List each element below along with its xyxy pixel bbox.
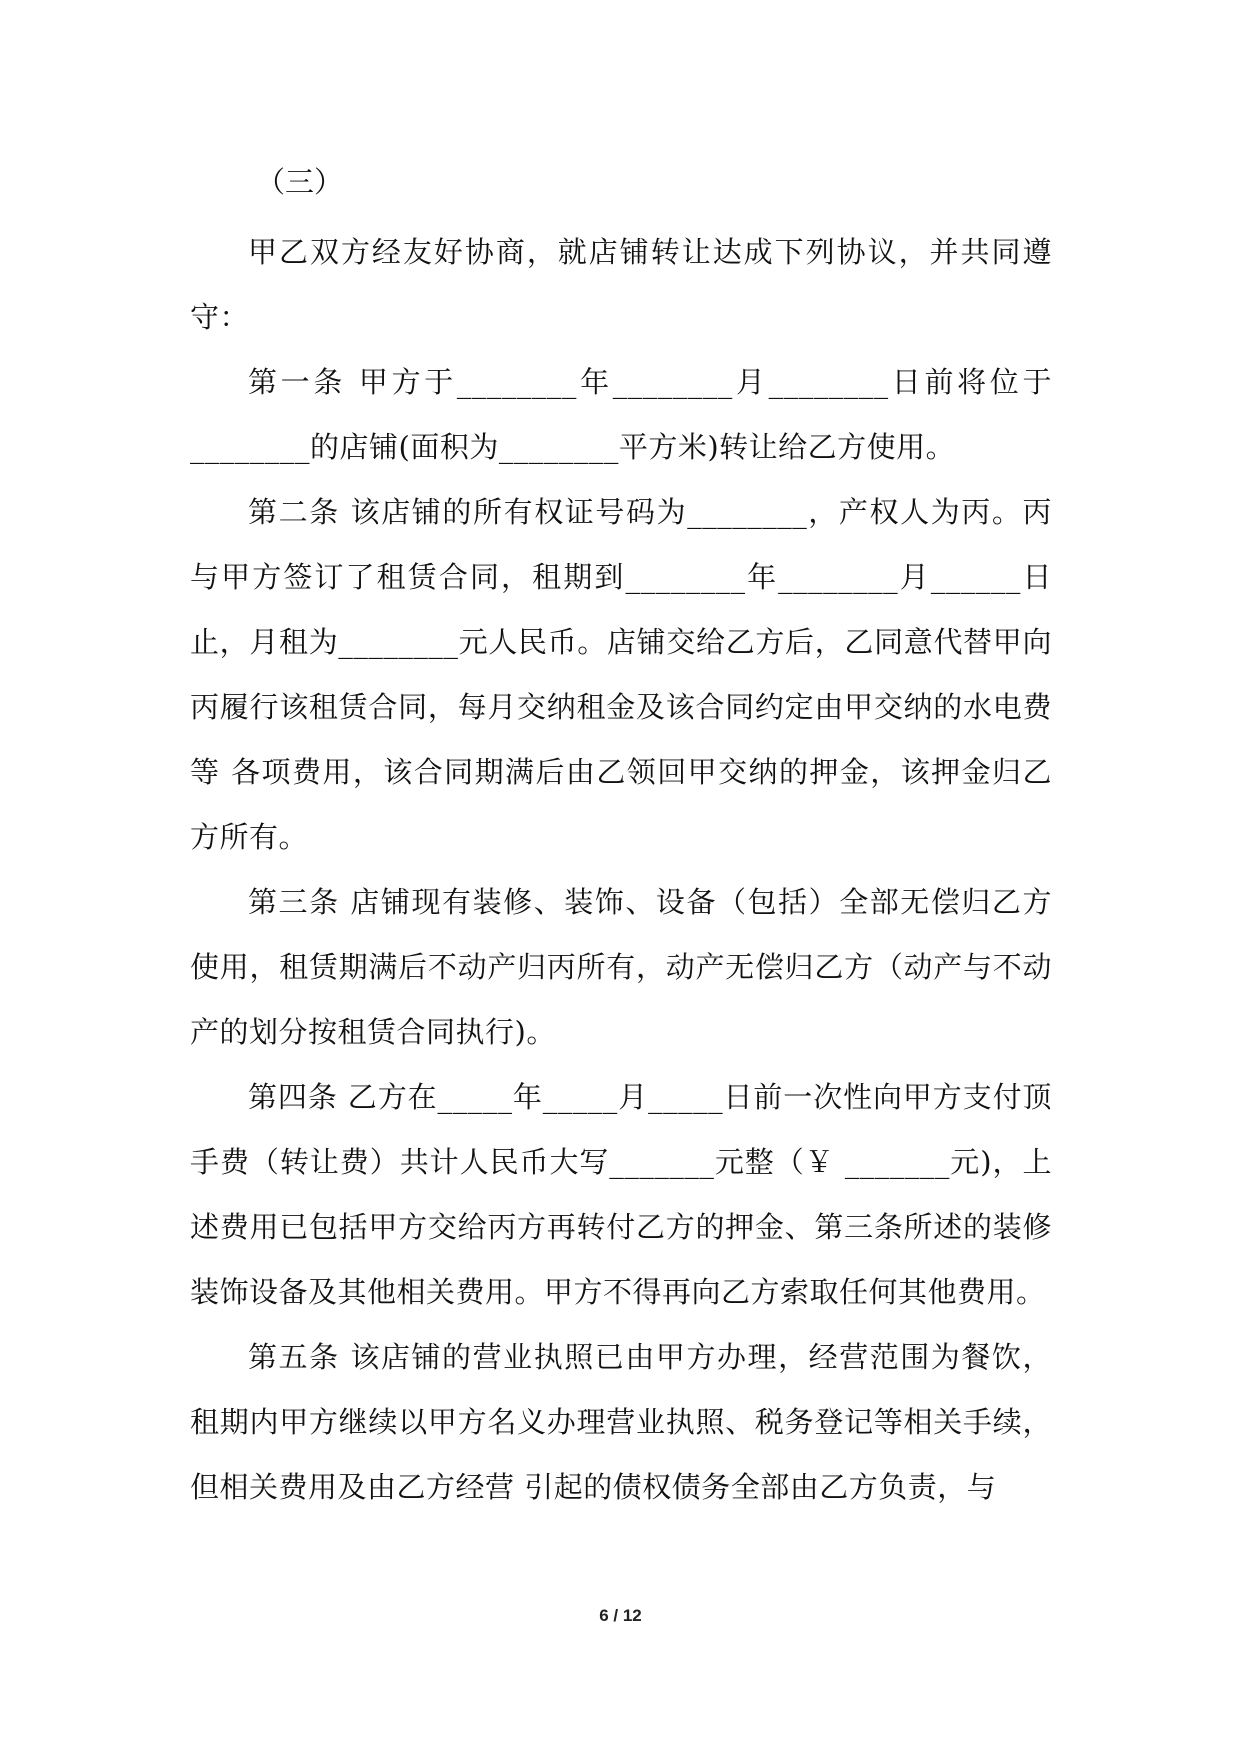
paragraph-article-1: 第一条 甲方于________年________月________日前将位于________的店铺(面积为________平方米)转让给乙方使用。 bbox=[190, 365, 1052, 464]
document-body bbox=[190, 152, 1052, 1520]
paragraph-intro: 甲乙双方经友好协商，就店铺转让达成下列协议，并共同遵守： bbox=[190, 235, 1052, 334]
page-number: 6 / 12 bbox=[599, 1606, 642, 1625]
paragraph-article-2: 第二条 该店铺的所有权证号码为________，产权人为丙。丙与甲方签订了租赁合同，租期到________年________月______日止，月租为________元人民币。店铺交给乙方后，乙同意代替甲向丙履行该租赁合同，每月交纳租金及该合同约定由甲交纳的水电费等 各项费用，该合同期满后由乙领回甲交纳的押金，该押金归乙方所有。 bbox=[190, 495, 1052, 854]
section-heading: （三） bbox=[256, 165, 344, 199]
paragraph-article-5: 第五条 该店铺的营业执照已由甲方办理，经营范围为餐饮，租期内甲方继续以甲方名义办理营业执照、税务登记等相关手续，但相关费用及由乙方经营 引起的债权债务全部由乙方负责，与 bbox=[190, 1340, 1052, 1504]
paragraph-article-3: 第三条 店铺现有装修、装饰、设备（包括）全部无偿归乙方使用，租赁期满后不动产归丙所有，动产无偿归乙方（动产与不动产的划分按租赁合同执行)。 bbox=[190, 885, 1052, 1049]
paragraph-article-4: 第四条 乙方在_____年_____月_____日前一次性向甲方支付顶手费（转让费）共计人民币大写_______元整（￥ _______元)，上述费用已包括甲方交给丙方再转付乙方的押金、第三条所述的装修装饰设备及其他相关费用。甲方不得再向乙方索取任何其他费用。 bbox=[190, 1080, 1052, 1309]
